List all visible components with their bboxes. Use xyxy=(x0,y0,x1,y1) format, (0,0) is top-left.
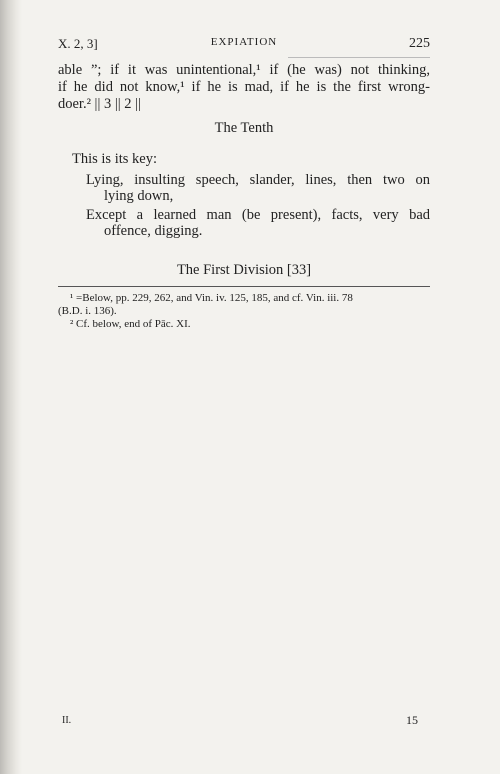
footnote: ² Cf. below, end of Pāc. XI. xyxy=(70,318,191,330)
body-line: doer.² || 3 || 2 || xyxy=(58,96,141,112)
key-verse-line xyxy=(86,172,430,204)
footnote: ¹ =Below, pp. 229, 262, and Vin. iv. 125, 185, and cf. Vin. iii. 78 xyxy=(70,292,353,304)
verse-line-continuation: offence, digging. xyxy=(104,223,203,239)
running-title: EXPIATION xyxy=(210,36,278,48)
page-spine-shadow xyxy=(0,0,22,774)
page-footer xyxy=(58,713,430,729)
chapter-reference: X. 2, 3] xyxy=(58,36,98,51)
body-paragraph xyxy=(58,62,430,113)
section-title: The Tenth xyxy=(214,120,274,136)
body-line: able ”; if it was unintentional,¹ if (he was) not thinking, xyxy=(58,62,430,78)
key-verse-line xyxy=(86,207,430,239)
footnote-rule xyxy=(58,286,430,287)
footnotes xyxy=(58,292,430,331)
verse-line-continuation: lying down, xyxy=(104,188,174,204)
verse-line-text: Lying, insulting speech, slander, lines, then two on xyxy=(86,172,430,188)
page-number: 225 xyxy=(409,36,430,51)
division-title: The First Division [33] xyxy=(176,262,312,278)
book-page xyxy=(58,0,430,774)
body-line: if he did not know,¹ if he is mad, if he is the first wrong- xyxy=(58,79,430,95)
running-head xyxy=(58,36,430,54)
key-intro: This is its key: xyxy=(72,151,157,167)
verse-line-text: Except a learned man (be present), facts, very bad xyxy=(86,207,430,223)
footnote-continuation: (B.D. i. 136). xyxy=(58,305,117,317)
signature-mark: II. xyxy=(62,715,72,726)
header-rule xyxy=(288,57,430,58)
folio-number: 15 xyxy=(406,713,418,727)
